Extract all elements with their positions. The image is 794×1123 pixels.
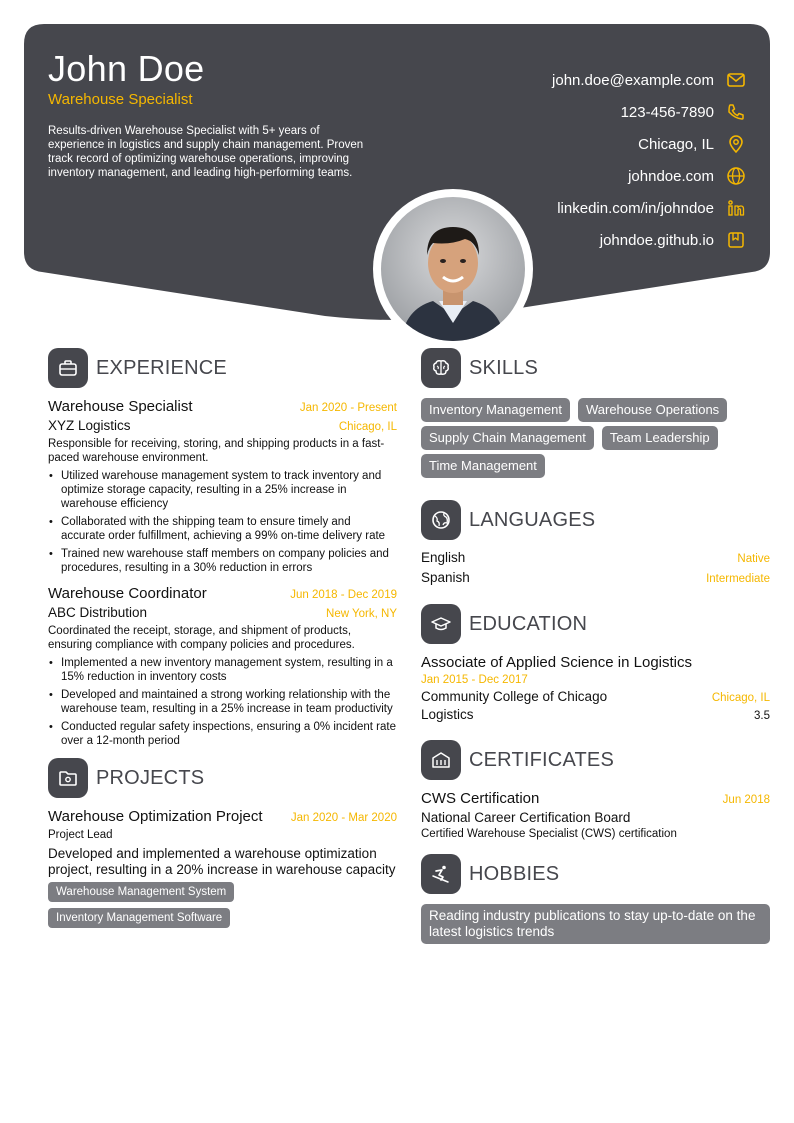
field-of-study: Logistics: [421, 707, 474, 722]
profile-photo-frame: [373, 189, 533, 349]
hobbies-heading: HOBBIES: [469, 862, 560, 885]
certificate-item: [421, 790, 770, 840]
project-item: [48, 808, 397, 934]
job-title: Warehouse Specialist: [48, 398, 193, 415]
school-location: Chicago, IL: [711, 692, 770, 704]
contact-website-text[interactable]: johndoe.com: [628, 167, 714, 185]
achievement-item: • Implemented a new inventory management system, resulting in a 15% reduction in inventory costs: [48, 656, 397, 684]
skill-tag: Supply Chain Management: [421, 426, 594, 450]
experience-item: [48, 585, 397, 748]
certificates-header: [421, 740, 770, 780]
education-item: [421, 654, 770, 722]
languages-section: [421, 500, 770, 590]
language-globe-icon: [421, 500, 461, 540]
achievement-list: [48, 656, 397, 748]
experience-heading: EXPERIENCE: [96, 356, 227, 379]
skill-tag: Time Management: [421, 454, 545, 478]
contact-linkedin-text[interactable]: linkedin.com/in/johndoe: [557, 199, 714, 217]
language-item: [421, 570, 770, 590]
certificate-issuer: National Career Certification Board: [421, 810, 631, 825]
language-item: [421, 550, 770, 570]
achievement-item: • Collaborated with the shipping team to ensure timely and accurate order fulfillment, achieving a 99% on-time delivery rate: [48, 515, 397, 543]
achievement-item: • Trained new warehouse staff members on company policies and procedures, resulting in a 30% reduction in errors: [48, 547, 397, 575]
education-section: [421, 604, 770, 722]
contact-email-text[interactable]: john.doe@example.com: [552, 71, 714, 89]
project-tag: Warehouse Management System: [48, 882, 234, 902]
job-date: Jun 2018 - Dec 2019: [290, 589, 397, 601]
certificates-heading: CERTIFICATES: [469, 748, 615, 771]
briefcase-icon: [48, 348, 88, 388]
project-tag: Inventory Management Software: [48, 908, 230, 928]
project-role: Project Lead: [48, 829, 113, 841]
skills-header: [421, 348, 770, 388]
experience-section: [48, 348, 397, 748]
hobby-item: Reading industry publications to stay up-to-date on the latest logistics trends: [421, 904, 770, 944]
brain-icon: [421, 348, 461, 388]
job-location: New York, NY: [326, 608, 397, 620]
contact-phone-text[interactable]: 123-456-7890: [620, 103, 714, 121]
achievement-item: • Utilized warehouse management system to track inventory and optimize storage capacity, resulting in a 25% increase in warehouse efficiency: [48, 469, 397, 511]
skill-tags: [421, 398, 770, 482]
language-name: English: [421, 550, 466, 565]
graduation-cap-icon: [421, 604, 461, 644]
globe-icon: [726, 166, 746, 186]
mail-icon: [726, 70, 746, 90]
profile-photo: [381, 197, 525, 341]
contact-github-text[interactable]: johndoe.github.io: [599, 231, 714, 249]
job-title: Warehouse Coordinator: [48, 585, 207, 602]
languages-header: [421, 500, 770, 540]
profile-summary: Results-driven Warehouse Specialist with 5+ years of experience in logistics and supply chain management. Proven track record of optimizing warehouse operations, improving inventory management, and leading high-performing teams.: [48, 125, 364, 179]
left-column: [48, 348, 397, 934]
contact-location: [446, 128, 746, 160]
achievement-list: [48, 469, 397, 575]
skill-tag: Warehouse Operations: [578, 398, 727, 422]
contact-website[interactable]: [446, 160, 746, 192]
education-heading: EDUCATION: [469, 612, 588, 635]
job-description: Responsible for receiving, storing, and shipping products in a fast-paced warehouse environment.: [48, 438, 385, 464]
project-description: Developed and implemented a warehouse optimization project, resulting in a 20% increase in warehouse capacity: [48, 846, 396, 877]
contact-location-text: Chicago, IL: [638, 135, 714, 153]
project-title: Warehouse Optimization Project: [48, 808, 263, 825]
education-header: [421, 604, 770, 644]
experience-header: [48, 348, 397, 388]
right-column: [421, 348, 770, 944]
bookmark-icon: [726, 230, 746, 250]
job-date: Jan 2020 - Present: [299, 402, 397, 414]
location-pin-icon: [726, 134, 746, 154]
hobbies-section: [421, 854, 770, 944]
hobbies-header: [421, 854, 770, 894]
company-name: ABC Distribution: [48, 605, 148, 620]
resume-header: [24, 24, 770, 324]
skills-heading: SKILLS: [469, 356, 539, 379]
projects-section: [48, 758, 397, 934]
achievement-item: • Conducted regular safety inspections, ensuring a 0% incident rate over a 12-month period: [48, 720, 397, 748]
education-date: Jan 2015 - Dec 2017: [421, 674, 528, 686]
job-location: Chicago, IL: [338, 421, 397, 433]
phone-icon: [726, 102, 746, 122]
building-award-icon: [421, 740, 461, 780]
folder-icon: [48, 758, 88, 798]
project-date: Jan 2020 - Mar 2020: [290, 812, 397, 824]
skills-section: [421, 348, 770, 482]
projects-header: [48, 758, 397, 798]
projects-heading: PROJECTS: [96, 766, 205, 789]
skill-tag: Inventory Management: [421, 398, 570, 422]
certificate-name: CWS Certification: [421, 790, 540, 807]
skier-icon: [421, 854, 461, 894]
experience-item: [48, 398, 397, 575]
linkedin-icon: [726, 198, 746, 218]
languages-heading: LANGUAGES: [469, 508, 596, 531]
contact-email[interactable]: [446, 64, 746, 96]
degree-name: Associate of Applied Science in Logistics: [421, 654, 692, 671]
project-tags: [48, 882, 397, 934]
language-level: Intermediate: [706, 573, 770, 585]
contact-phone[interactable]: [446, 96, 746, 128]
candidate-title: Warehouse Specialist: [48, 91, 193, 108]
language-name: Spanish: [421, 570, 470, 585]
gpa-value: 3.5: [754, 710, 770, 722]
certificates-section: [421, 740, 770, 840]
job-description: Coordinated the receipt, storage, and shipment of products, ensuring compliance with company policies and procedures.: [48, 625, 355, 651]
certificate-date: Jun 2018: [722, 794, 770, 806]
school-name: Community College of Chicago: [421, 689, 608, 704]
skill-tag: Team Leadership: [602, 426, 718, 450]
candidate-name: John Doe: [48, 48, 205, 89]
company-name: XYZ Logistics: [48, 418, 131, 433]
language-level: Native: [737, 553, 770, 565]
achievement-item: • Developed and maintained a strong working relationship with the warehouse team, resulting in a 25% increase in team productivity: [48, 688, 397, 716]
certificate-description: Certified Warehouse Specialist (CWS) certification: [421, 828, 677, 840]
